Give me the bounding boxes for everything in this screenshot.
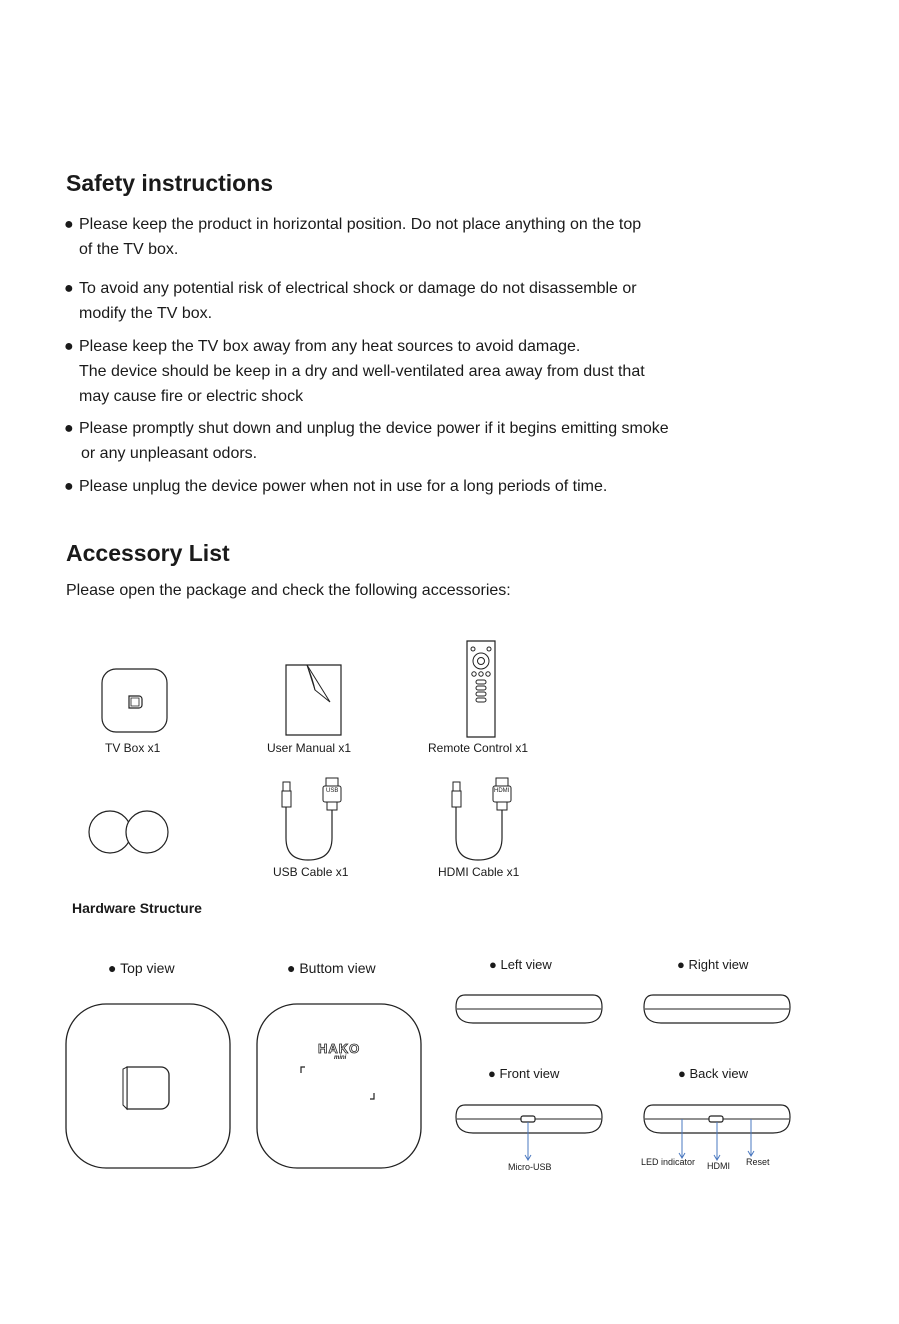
accessory-title: Accessory List bbox=[66, 540, 230, 566]
hdmi-port-label: HDMI bbox=[707, 1161, 730, 1171]
accessory-intro: Please open the package and check the following accessories: bbox=[66, 582, 511, 599]
user-manual-label: User Manual x1 bbox=[267, 741, 352, 755]
micro-usb-label: Micro-USB bbox=[508, 1162, 552, 1172]
hdmi-cable-label: HDMI Cable x1 bbox=[438, 865, 520, 879]
safety-item-1: ● Please keep the product in horizontal position. Do not place anything on the top of the TV box. bbox=[64, 216, 642, 258]
safety-item-4: ● Please promptly shut down and unplug the device power if it begins emitting smoke or any unpleasant odors. bbox=[64, 420, 669, 462]
bottom-view-label: ● Buttom view bbox=[287, 960, 376, 976]
brand-sub: mini bbox=[334, 1055, 347, 1061]
top-view-label: ● Top view bbox=[108, 960, 175, 976]
hardware-title: Hardware Structure bbox=[72, 900, 202, 916]
power-adapter-illustration bbox=[88, 808, 172, 856]
safety-item-5: ● Please unplug the device power when not in use for a long periods of time. bbox=[64, 478, 608, 495]
front-view-illustration bbox=[455, 1103, 603, 1163]
top-view-illustration bbox=[65, 1003, 231, 1169]
front-view-label: ● Front view bbox=[488, 1066, 560, 1081]
left-view-illustration bbox=[455, 993, 603, 1025]
bottom-view-illustration bbox=[256, 1003, 422, 1169]
left-view-label: ● Left view bbox=[489, 957, 552, 972]
brand-logo: HAKO bbox=[318, 1041, 361, 1056]
reset-label: Reset bbox=[746, 1157, 770, 1167]
safety-title: Safety instructions bbox=[66, 170, 274, 196]
safety-item-2: ● To avoid any potential risk of electrical shock or damage do not disassemble or modify the TV box. bbox=[64, 280, 637, 322]
back-view-illustration bbox=[643, 1103, 791, 1163]
usb-cable-label: USB Cable x1 bbox=[273, 865, 349, 879]
hdmi-plug-label: HDMI bbox=[494, 788, 510, 794]
remote-control-label: Remote Control x1 bbox=[428, 741, 529, 755]
user-manual-illustration bbox=[285, 664, 343, 736]
back-view-label: ● Back view bbox=[678, 1066, 748, 1081]
remote-control-illustration bbox=[466, 640, 496, 738]
tv-box-illustration bbox=[101, 668, 169, 734]
usb-cable-illustration bbox=[278, 776, 350, 862]
led-indicator-label: LED indicator bbox=[641, 1157, 696, 1167]
tv-box-label: TV Box x1 bbox=[105, 741, 161, 755]
right-view-illustration bbox=[643, 993, 791, 1025]
safety-item-3: ● Please keep the TV box away from any heat sources to avoid damage. The device should be keep in a dry and well-ventilated area away from dust that may cause fire or electric shock bbox=[64, 338, 645, 405]
usb-plug-label: USB bbox=[326, 788, 339, 794]
right-view-label: ● Right view bbox=[677, 957, 749, 972]
